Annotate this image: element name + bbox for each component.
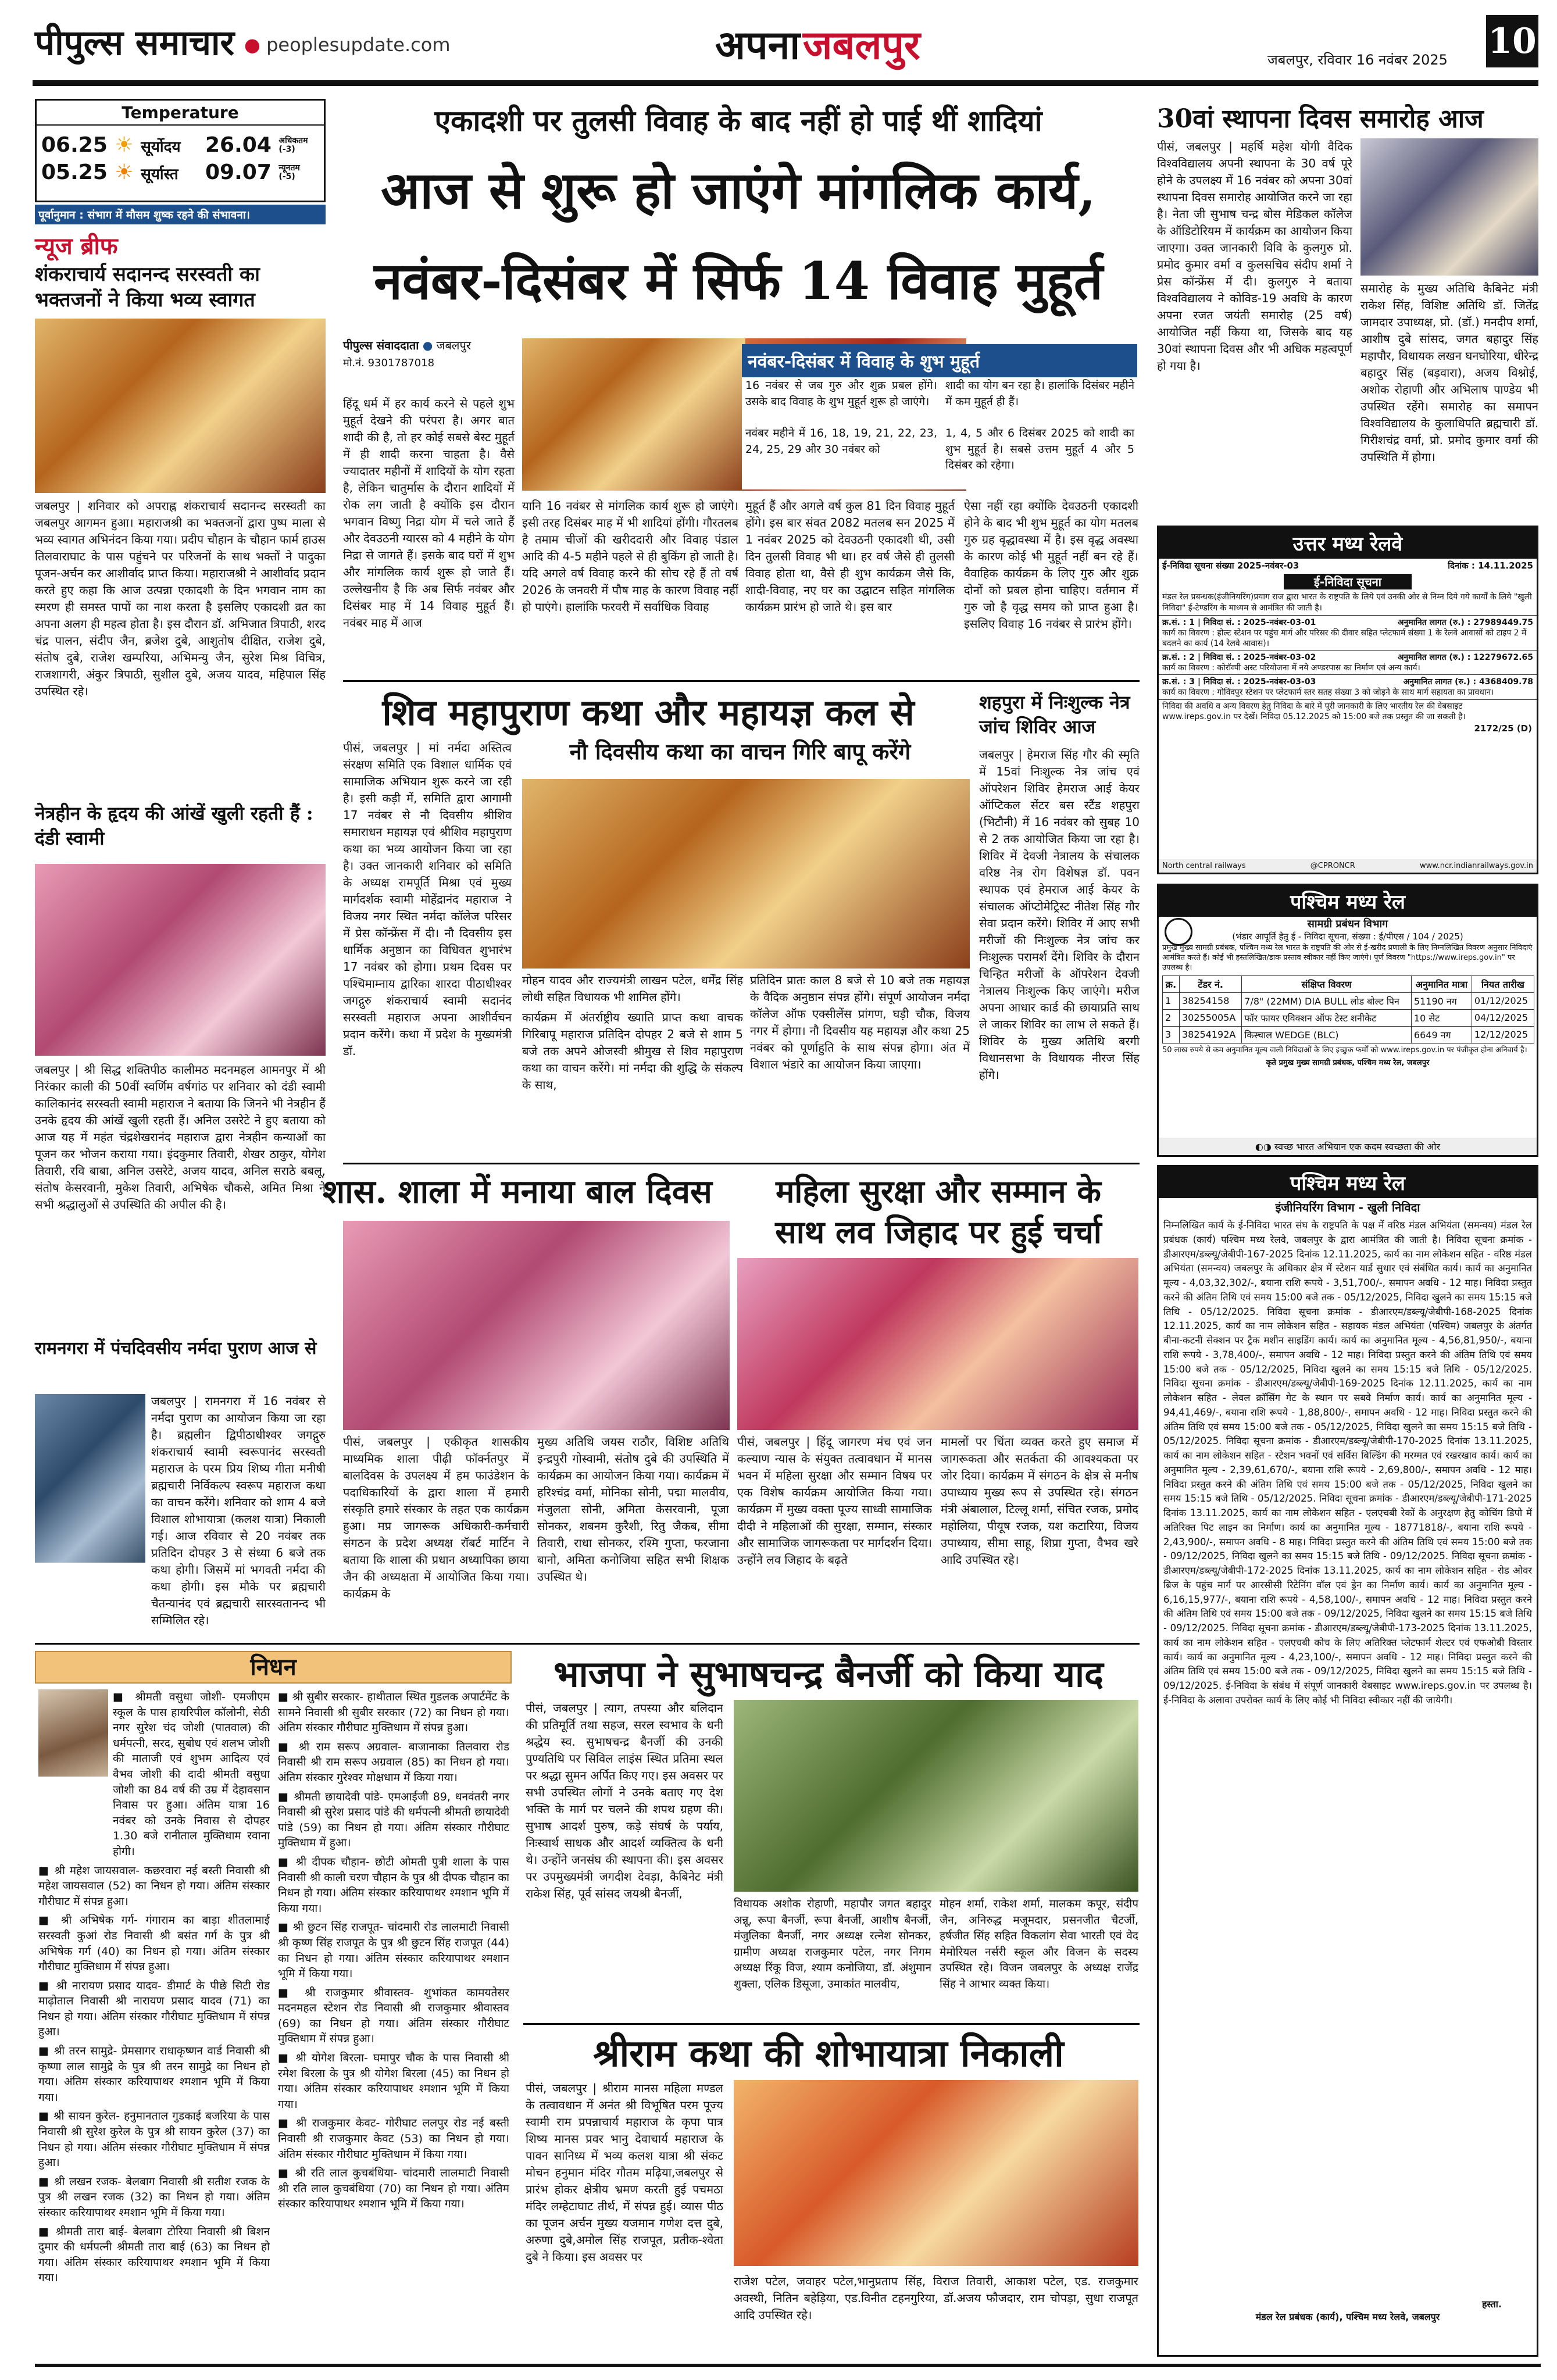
- table-row: [1163, 992, 1534, 1009]
- obituary-item: ■ श्री सायन कुरेल- हनुमानताल गुडकाई बजरिया के पास निवासी श्री सुरेश कुरेल के पुत्र श्री सायन कुरेल (37) का निधन हो गया। अंतिम संस्कार गौरीघाट मुक्तिधाम में संपन्न हुआ।: [38, 2110, 270, 2170]
- bjp-headline: भाजपा ने सुभाषचन्द्र बैनर्जी को किया याद: [553, 1653, 1104, 1695]
- byline-reporter: पीपुल्स संवाददाता: [343, 338, 419, 352]
- ncr-r1: [1159, 615, 1537, 650]
- foundation-photo: [1360, 138, 1538, 276]
- globe-icon: ●: [244, 34, 260, 56]
- childday-body-b: मुख्य अतिथि जयस राठौर, विशिष्ट अतिथि इन्द्रपुरी गोस्वामी, संतोष दुबे की उपस्थिति में कार्यक्रम का आयोजन किया गया। कार्यक्रम में हरिश्चंद्र वर्मा, मोनिका सोनी, पद्मा मालवीय, मंजुलता सोनी, अमिता केसरवानी, पूजा सोनकर, शबनम कुरैशी, रितु जैकब, सीमा तिवारी, राधा सोनकर, रश्मि गुप्ता, फरजाना बानो, अमिता कनोजिया सहित सभी शिक्षक उपस्थित थे।: [537, 1435, 729, 1584]
- sunset-row: [41, 160, 198, 184]
- footer-strip: [35, 2364, 1541, 2367]
- ad-wcr-1: [1157, 884, 1538, 1157]
- brief-1-body: जबलपुर | शनिवार को अपराह्न शंकराचार्य सदानन्द सरस्वती का जबलपुर आगमन हुआ। महाराजश्री का भक्तजनों द्वारा पुष्प माला से भव्य स्वागत अभिनंदन किया गया। प्रदीप चौहान के चौहान फार्म हाउस तिलवाराघाट के पास पहुंचने पर परिजनों के साथ भक्तों ने पादुका पूजन-अर्चन कर आशीर्वाद प्राप्त किया। महाराजश्री ने आशीर्वाद प्रदान करते हुए कहा कि आज उत्पन्ना एकादशी के दिन भगवान नाम का स्मरण ही समस्त पापों का नाश करता है इसलिए एकादशी व्रत का अपना अलग ही महत्व होता है। इस दौरान डॉ. अभिजात त्रिपाठी, शरद चंद्र पालन, संदीप जैन, ब्रजेश दुबे, आशुतोष दीक्षित, राजेश दुबे, संतोष दुबे, राजेश खम्परिया, अभिमन्यु जैन, सुरेश मिश्र विचित्र, राजशागरी, अंकुर त्रिपाठी, सुशील दुबे, अजय यादव, महिपाल सिंह उपस्थित रहे।: [35, 499, 326, 698]
- website-link[interactable]: ● peoplesupdate.com: [244, 34, 451, 56]
- ncr-r3-desc: कार्य का विवरण : गोविंदपुर स्टेशन पर प्लेटफार्म स्तर सतह संख्या 3 को जोड़ने के साथ मार्ग सहायता का प्रावधान।: [1162, 688, 1494, 698]
- shiv-body-a: पीसं, जबलपुर | मां नर्मदा अस्तित्व संरक्षण समिति एक विशाल धार्मिक एवं सामाजिक अभियान शुरू करने जा रही है। इसी कड़ी में, समिति द्वारा आगामी 17 नवंबर से नौ दिवसीय श्रीशिव समाराधन महायज्ञ एवं श्रीशिव महापुराण कथा का भव्य आयोजन किया जा रहा है। उक्त जानकारी शनिवार को समिति के अध्यक्ष रामपूर्ति मिश्रा एवं मुख्य मार्गदर्शक स्वामी मोहेंद्रानंद महाराज ने विजय नगर स्थित नर्मदा कॉलेज परिसर में प्रेस कॉन्फ्रेंस में दी। नौ दिवसीय इस धार्मिक अनुष्ठान का विधिवत शुभारंभ 17 नवंबर को होगा। प्रथम दिवस पर पश्चिमाम्नाय द्वारिका शारदा पीठाधीश्वर जगद्गुरु शंकराचार्य स्वामी सदानंद सरस्वती महाराज अपना आशीर्वचन प्रदान करेंगे। कथा में प्रदेश के मुख्यमंत्री डॉ.: [343, 741, 512, 1058]
- table-cell: 7/8" (22MM) DIA BULL लोड बोल्ट पिन: [1242, 992, 1412, 1009]
- wcr1-table: [1162, 975, 1534, 1044]
- brief-2-body: जबलपुर | श्री सिद्ध शक्तिपीठ कालीमठ मदनमहल आमनपुर में श्री निरंकार काली की 50वीं स्वर्णिम वर्षगांठ पर शनिवार को दंडी स्वामी कालिकानंद सरस्वती स्वामी महाराज ने बताया कि जिनने भी नेत्रहीन हैं उनके हृदय की आंखें खुली रहती हैं। अनिल उसरेटे ने हुए बताया को आज यह में महंत चंद्रशेखरानंद महाराज द्वारा नेत्रहीन कन्याओं का पूजन कर भोजन कराया गया। इंदकुमार तिवारी, शेखर ठाकुर, योगेश तिवारी, रवि बाबा, अनिल उसरेटे, अजय यादव, अनिल सराठे बबलू, संतोष केसरवानी, मुकेश तिवारी, अभिषेक चौकसे, अमित मिश्रा ने सभी श्रद्धालुओं से उपस्थिति की अपील की है।: [35, 1063, 326, 1212]
- women-body-b: मामलों पर चिंता व्यक्त करते हुए समाज में जागरूकता और सतर्कता की आवश्यकता पर जोर दिया। कार्यक्रम में संगठन के क्षेत्र से मनीष उपाध्याय मुख्य रूप से उपस्थित रहे। संगठन मंत्री अंबालाल, टिल्लू शर्मा, संचित रजक, प्रमोद महोलिया, पीयूष रजक, यश कटारिया, विजय उपाध्याय, सीमा साहू, शिप्रा गुप्ता, वैभव खरे आदि उपस्थित रहे।: [941, 1435, 1138, 1567]
- table-cell: 10 सेट: [1411, 1009, 1472, 1026]
- min-diff: (-5): [278, 172, 295, 181]
- news-brief-label: न्यूज ब्रीफ: [35, 233, 118, 260]
- lead-headline-2: नवंबर-दिसंबर में सिर्फ 14 विवाह मुहूर्त: [374, 251, 1103, 311]
- ncr-r3: [1159, 674, 1537, 699]
- table-cell: 38254158: [1179, 992, 1241, 1009]
- shiv-body-b: कार्यक्रम में अंतर्राष्ट्रीय ख्याति प्राप्त कथा वाचक गिरिबापू महाराज प्रतिदिन दोपहर 2 बजे से शाम 5 बजे तक अपने ओजस्वी श्रीमुख से शिव महापुराण कथा का वाचन करेंगे। मां नर्मदा की शुद्धि के संकल्प के साथ,: [522, 1010, 743, 1092]
- obituary-item: ■ श्री राजकुमार केवट- गोरीघाट ललपुर रोड नई बस्ती निवासी श्री राजकुमार केवट (53) का निधन हो गया। अंतिम संस्कार गौरीघाट मुक्तिधाम में किया गया।: [278, 2117, 509, 2161]
- brief-1-headline: शंकराचार्य सदानन्द सरस्वती का भक्तजनों ने किया भव्य स्वागत: [35, 263, 260, 312]
- ncr-r1-cost: अनुमानित लागत (रु.) : 27989449.75: [1397, 617, 1533, 627]
- issue-date: जबलपुर, रविवार 16 नवंबर 2025: [1267, 52, 1448, 68]
- table-cell: 6649 नग: [1411, 1026, 1472, 1043]
- ncr-r3-cost: अनुमानित लागत (रु.) : 4368409.78: [1403, 677, 1533, 687]
- table-cell: 51190 नग: [1411, 992, 1472, 1009]
- table-row: [1163, 1009, 1534, 1026]
- obituary-item: ■ श्री नारायण प्रसाद यादव- डीमार्ट के पीछे सिटी रोड माढ़ोताल निवासी श्री नारायण प्रसाद यादव (71) का निधन हो गया। अंतिम संस्कार गौरीघाट मुक्तिधाम में संपन्न हुआ।: [38, 1979, 270, 2039]
- sunrise-time: 06.25: [41, 133, 108, 157]
- muhurat-title: नवंबर-दिसंबर में विवाह के शुभ मुहूर्त: [742, 344, 1137, 377]
- wcr2-signature: मंडल रेल प्रबंधक (कार्य), पश्चिम मध्य रेलवे, जबलपुर: [1255, 2311, 1440, 2322]
- lead-col-2: यानि 16 नवंबर से मांगलिक कार्य शुरू हो जाएंगे। इसी तरह दिसंबर माह में भी शादियां होंगी। गौरतलब है तमाम चीजों की खरीददारी और विवाह पंडाल आदि की 4-5 महीने पहले से ही बुकिंग हो जाती है। यदि अगले वर्ष विवाह करने की सोच रहे हैं तो वर्ष 2026 के जनवरी में पौष माह के कारण विवाह नहीं हो पाएंगे। हालांकि फरवरी में सर्वाधिक विवाह: [522, 499, 738, 614]
- muhurat-p2: नवंबर महीने में 16, 18, 19, 21, 22, 23, 24, 25, 29 और 30 नवंबर को: [745, 427, 937, 456]
- obituary-item: ■ श्री सुबीर सरकार- हाथीताल स्थित गुडलक अपार्टमेंट के सामने निवासी श्री सुबीर सरकार (72) का निधन हो गया। अंतिम संस्कार गौरीघाट मुक्तिधाम में संपन्न हुआ।: [278, 1691, 509, 1735]
- childday-body-a: पीसं, जबलपुर | एकीकृत शासकीय माध्यमिक शाला पीढ़ी फॉर्क्नतपुर में बालदिवस के उपलक्ष्य में हम फाउंडेशन के पदाधिकारियों के द्वारा शाला में हमारी संस्कृति हमारे संस्कार के तहत एक कार्यक्रम हुआ। मप्र जागरूक अधिकारी-कर्मचारी संगठन के प्रदेश अध्यक्ष रॉबर्ट मार्टिन ने बताया कि शाला की प्रधान अध्यापिका छाया जैन की अध्यक्षता में आयोजित किया गया। कार्यक्रम के: [343, 1435, 529, 1600]
- obituary-item: ■ श्री तरन सामुद्रे- प्रेमसागर राधाकृष्णन वार्ड निवासी श्री कृष्णा लाल सामुद्रे के पुत्र श्री तरन सामुद्रे का निधन हो गया। अंतिम संस्कार करियापाथर श्मशान भूमि में किया गया।: [38, 2045, 270, 2104]
- foundation-headline: 30वां स्थापना दिवस समारोह आज: [1157, 104, 1484, 134]
- women-photo: [737, 1258, 1138, 1430]
- ncr-r3-head: [1162, 676, 1533, 687]
- obituary-item: ■ श्री महेश जायसवाल- कछरवारा नई बस्ती निवासी श्री महेश जायसवाल (52) का निधन हो गया। अंतिम संस्कार गौरीघाट में संपन्न हुआ।: [38, 1864, 270, 1908]
- shiv-headline: शिव महापुराण कथा और महायज्ञ कल से: [382, 691, 915, 734]
- nidhan-label: निधन: [250, 1653, 297, 1681]
- obituary-item: ■ श्री राम सरूप अग्रवाल- बाजानाका तिलवारा रोड निवासी श्री राम सरूप अग्रवाल (85) का निधन हो गया। अंतिम संस्कार गुरेश्वर मोक्षधाम में किया गया।: [278, 1740, 509, 1784]
- childday-headline: शास. शाला में मनाया बाल दिवस: [323, 1173, 712, 1211]
- wcr1-dept: सामग्री प्रबंधन विभाग: [1307, 918, 1388, 930]
- muhurat-p3: शादी का योग बन रहा है। हालांकि दिसंबर महीने में कम मुहूर्त ही हैं।: [945, 379, 1134, 408]
- wcr2-body: निम्नलिखित कार्य के ई-निविदा भारत संघ के राष्ट्रपति के पक्ष में वरिष्ठ मंडल अभियंता (समन्वय) मंडल रेल प्रबंधक (कार्य) पश्चिम मध्य रेलवे, जबलपुर के द्वारा आमंत्रित की जाती है। निविदा सूचना क्रमांक - डीआरएम/डब्ल्यू/जेबीपी-167-2025 दिनांक 12.11.2025, कार्य का नाम लोकेशन सहित - वरिष्ठ मंडल अभियंता (समन्वय) जबलपुर के अधिकार क्षेत्र में स्टेशन यार्ड सुधार एवं संबंधित कार्य। कार्य का अनुमानित मूल्य - 4,03,32,302/-, बयाना राशि रूपये - 3,51,700/-, समापन अवधि - 12 माह। निविदा प्रस्तुत करने की अंतिम तिथि एवं समय 15:00 बजे तक - 05/12/2025, निविदा खुलने का समय 15:15 बजे तिथि - 05/12/2025. निविदा सूचना क्रमांक - डीआरएम/डब्ल्यू/जेबीपी-168-2025 दिनांक 12.11.2025, कार्य का नाम लोकेशन सहित - सहायक मंडल अभियंता (पश्चिम) जबलपुर के अंतर्गत बीना-कटनी सेक्शन पर ट्रैक मशीन साइडिंग कार्य। कार्य का अनुमानित मूल्य - 4,56,81,950/-, बयाना राशि रूपये - 3,78,400/-, समापन अवधि - 12 माह। निविदा प्रस्तुत करने की अंतिम तिथि एवं समय 15:00 बजे तक - 05/12/2025, निविदा खुलने का समय 15:15 बजे तिथि - 05/12/2025. निविदा सूचना क्रमांक - डीआरएम/डब्ल्यू/जेबीपी-169-2025 दिनांक 12.11.2025, कार्य का नाम लोकेशन सहित - लेवल क्रॉसिंग गेट के स्थान पर सबवे निर्माण कार्य। कार्य का अनुमानित मूल्य - 94,41,469/-, बयाना राशि रूपये - 1,88,800/-, समापन अवधि - 12 माह। निविदा प्रस्तुत करने की अंतिम तिथि एवं समय 15:00 बजे तक - 05/12/2025, निविदा खुलने का समय 15:15 बजे तिथि - 05/12/2025. निविदा सूचना क्रमांक - डीआरएम/डब्ल्यू/जेबीपी-170-2025 दिनांक 13.11.2025, कार्य का नाम लोकेशन सहित - स्टेशन भवनों एवं सर्विस बिल्डिंग की मरम्मत एवं रखरखाव कार्य। कार्य का अनुमानित मूल्य - 2,39,61,670/-, बयाना राशि रूपये - 2,69,800/-, समापन अवधि - 12 माह। निविदा प्रस्तुत करने की अंतिम तिथि एवं समय 15:00 बजे तक - 05/12/2025, निविदा खुलने का समय 15:15 बजे तिथि - 05/12/2025. निविदा सूचना क्रमांक - डीआरएम/डब्ल्यू/जेबीपी-171-2025 दिनांक 13.11.2025, कार्य का नाम लोकेशन सहित - एलएचबी रेकों के अनुरक्षण हेतु कोचिंग डिपो में अतिरिक्त पिट लाइन का निर्माण। कार्य का अनुमानित मूल्य - 18771818/-, बयाना राशि रूपये - 2,43,900/-, समापन अवधि - 8 माह। निविदा प्रस्तुत करने की अंतिम तिथि एवं समय 15:00 बजे तक - 09/12/2025, निविदा खुलने का समय 15:15 बजे तिथि - 09/12/2025. निविदा सूचना क्रमांक - डीआरएम/डब्ल्यू/जेबीपी-172-2025 दिनांक 13.11.2025, कार्य का नाम लोकेशन सहित - रोड ओवर ब्रिज के पहुंच मार्ग पर आरसीसी रिटेनिंग वॉल एवं ड्रेन का निर्माण कार्य। कार्य का अनुमानित मूल्य - 6,16,15,977/-, बयाना राशि रूपये - 4,58,100/-, समापन अवधि - 12 माह। निविदा प्रस्तुत करने की अंतिम तिथि एवं समय 15:00 बजे तक - 09/12/2025, निविदा खुलने का समय 15:15 बजे तिथि - 09/12/2025. निविदा सूचना क्रमांक - डीआरएम/डब्ल्यू/जेबीपी-173-2025 दिनांक 13.11.2025, कार्य का नाम लोकेशन सहित - एलएचबी कोच के लिए अतिरिक्त प्लेटफार्म शेल्टर एवं एफओबी विस्तार कार्य। कार्य का अनुमानित मूल्य - 4,23,100/-, समापन अवधि - 12 माह। निविदा प्रस्तुत करने की अंतिम तिथि एवं समय 15:00 बजे तक - 09/12/2025, निविदा खुलने का समय 15:15 बजे तिथि - 09/12/2025. ई-निविदा के संबंध में संपूर्ण जानकारी वेबसाइट www.ireps.gov.in पर उपलब्ध है। ई-निविदा के अलावा उपरोक्त कार्य के लिए कोई भी निविदा स्वीकार नहीं की जायेगी।: [1163, 1220, 1532, 1706]
- sunset-label: सूर्यास्त: [141, 166, 178, 183]
- ncr-notice-line: [1159, 559, 1537, 573]
- wcr1-col-header: क्र.: [1163, 975, 1180, 992]
- max-temp-row: [205, 133, 322, 157]
- min-temp: 09.07: [205, 160, 272, 184]
- table-cell: 38254192A: [1179, 1026, 1241, 1043]
- lead-mobile: मो.नं. 9301787018: [343, 357, 435, 369]
- wcr1-logo-icon: [1165, 918, 1192, 946]
- obituary-item: ■ श्री छुटन सिंह राजपूत- चांदमारी रोड लालमाटी निवासी श्री कृष्ण सिंह राजपूत के पुत्र श्री छुटन सिंह राजपूत (44) का निधन हो गया। अंतिम संस्कार करियापाथर श्मशान भूमि में किया गया।: [278, 1921, 509, 1981]
- wcr1-col-header: नियत तारीख: [1472, 975, 1534, 992]
- shriram-photo: [734, 2080, 1138, 2266]
- wcr2-title: पश्चिम मध्य रेल: [1159, 1167, 1537, 1198]
- foundation-body-a: पीसं, जबलपुर | महर्षि महेश योगी वैदिक विश्वविद्यालय अपनी स्थापना के 30 वर्ष पूरे होने के उपलक्ष्य में 16 नवंबर को अपना 30वां स्थापना दिवस समारोह आयोजित करने जा रहा है। नेता जी सुभाष चन्द्र बोस मेडिकल कॉलेज के ऑडिटोरियम में कार्यक्रम का आयोजन किया जाएगा। उक्त जानकारी विवि के कुलगुरु प्रो. प्रमोद कुमार वर्मा व कुलसचिव संदीप शर्मा ने प्रेस कॉन्फ्रेंस में दी। कुलगुरु ने बताया विश्वविद्यालय ने कोविड-19 अवधि के कारण अपना रजत जयंती समारोह (25 वर्ष) आयोजित नहीं किया था, जिसके बाद यह 30वां स्थापना दिवस और भी अधिक महत्वपूर्ण हो गया है।: [1157, 140, 1352, 373]
- brief-2-headline: नेत्रहीन के हृदय की आंखें खुली रहती हैं : दंडी स्वामी: [35, 802, 313, 850]
- obituary-item: ■ श्रीमती छायादेवी पांडे- एमआईजी 89, धनवंतरी नगर निवासी श्री सुरेश प्रसाद पांडे की धर्मपत्नी श्रीमती छायादेवी पांडे (59) का निधन हो गया। अंतिम संस्कार गौरीघाट मुक्तिधाम में हुआ।: [278, 1790, 509, 1850]
- section-title: [715, 16, 920, 70]
- muhurat-box: [742, 344, 1137, 489]
- ncr-r1-head: [1162, 617, 1533, 628]
- ncr-code: 2172/25 (D): [1474, 723, 1532, 734]
- wcr1-footer: 50 लाख रुपये से कम अनुमानित मूल्य वाली निविदाओं के लिए इच्छुक फर्मों को www.ireps.gov.in पर पंजीकृत होना अनिवार्य है।: [1162, 1045, 1527, 1055]
- obituary-item: ■ श्री योगेश बिरला- घमापुर चौक के पास निवासी श्री रमेश बिरला के पुत्र श्री योगेश बिरला (45) का निधन हो गया। अंतिम संस्कार करियापाथर श्मशान भूमि में किया गया।: [278, 2052, 509, 2111]
- wcr1-col-header: संक्षिप्त विवरण: [1242, 975, 1412, 992]
- brief-2-photo: [35, 864, 326, 1056]
- muhurat-p4: 1, 4, 5 और 6 दिसंबर 2025 को शादी का शुभ मुहूर्त है। सबसे उत्तम मुहूर्त 4 और 5 दिसंबर को रहेगा।: [945, 427, 1134, 472]
- ncr-intro: मंडल रेल प्रबन्धक(इंजीनियरिंग)प्रयाग राज द्वारा भारत के राष्ट्रपति के लिये एवं उनकी ओर से निम्न दिये गये कार्यों के लिये "खुली निविदा" ई-टेण्डरिंग के माध्यम से आमंत्रित की जाती है।: [1162, 592, 1532, 613]
- ncr-r2-desc: कार्य का विवरण : कोरॉव्पी अस्ट परियोजना में नये अण्डरपास का निर्माण एवं अन्य कार्य।: [1162, 663, 1420, 673]
- bjp-photo: [734, 1700, 1138, 1892]
- nidhan-header: [35, 1651, 512, 1684]
- wcr1-slogan: [1159, 1138, 1537, 1155]
- byline-city: जबलपुर: [436, 338, 472, 352]
- lead-col-1: हिंदू धर्म में हर कार्य करने से पहले शुभ मुहूर्त देखने की परंपरा है। अगर बात शादी की है, तो हर कोई सबसे बेस्ट मुहूर्त में ही शादी करना चाहता है। वैसे ज्यादातर महीनों में शादियों के योग रहता है, लेकिन चातुर्मास के दौरान शादियों में रोक लग जाती है क्योंकि इस दौरान भगवान विष्णु निद्रा योग में चले जाते हैं और देवउठनी ग्यारस को 4 महीने के योग निद्रा से जागते हैं। इसके बाद घरों में शुभ और मांगलिक कार्य शुरू हो जाते हैं। उल्लेखनीय है कि अब सिर्फ नवंबर और दिसंबर माह में 14 विवाह मुहूर्त हैं। नवंबर माह में आज: [343, 396, 515, 630]
- obituary-item: ■ श्री अभिषेक गर्ग- गंगाराम का बाड़ा शीतलामाई सरस्वती कुआं रोड निवासी श्री बसंत गर्ग के पुत्र श्री अभिषेक गर्ग (40) का निधन हो गया। अंतिम संस्कार गौरीघाट मुक्तिधाम में संपन्न हुआ।: [38, 1914, 270, 1974]
- table-cell: 30255005A: [1179, 1009, 1241, 1026]
- women-headline-2: साथ लव जिहाद पर हुई चर्चा: [775, 1213, 1102, 1250]
- sunrise-label: सूर्योदय: [141, 138, 181, 156]
- lead-col-3: मुहूर्त हैं और अगले वर्ष कुल 81 दिन विवाह मुहूर्त होंगे। इस बार संवत 2082 मतलब सन 2025 में 1 नवंबर 2025 को देवउठनी एकादशी थी, उसी दिन तुलसी विवाह भी था। हर वर्ष जैसे ही तुलसी विवाह होता था, वैसे ही शुभ कार्यक्रम जैसे कि, शादी-विवाह, नए घर का उद्घाटन सहित मांगलिक कार्यक्रम प्रारंभ हो जाते थे। इस बार: [745, 499, 955, 614]
- sunset-time: 05.25: [41, 160, 108, 184]
- ncr-subtitle: ई-निविदा सूचना: [1284, 574, 1412, 589]
- ad-wcr-2: [1157, 1165, 1538, 2357]
- table-row: [1163, 1026, 1534, 1043]
- table-cell: 2: [1163, 1009, 1180, 1026]
- table-cell: किस्चाल WEDGE (BLC): [1242, 1026, 1412, 1043]
- divider-lead: [343, 680, 1140, 682]
- wcr1-col-header: टेंडर नं.: [1179, 975, 1241, 992]
- table-cell: 3: [1163, 1026, 1180, 1043]
- divider-mid: [35, 1643, 1140, 1645]
- bjp-caption: विधायक अशोक रोहाणी, महापौर जगत बहादुर अन्नू, रूपा बैनर्जी, रूपा बैनर्जी, आशीष बैनर्जी, मंजुलिका बैनर्जी, नगर अध्यक्ष रत्नेश सोनकर, ग्रामीण अध्यक्ष राजकुमार पटेल, नगर निगम अध्यक्ष रिंकू विज, श्याम कनोजिया, डॉ. अंशुमान शुक्ला, एलिक डिसूजा, उमाकांत मालवीय,: [734, 1897, 931, 1991]
- ncr-footer: निविदा की अवधि व अन्य विवरण हेतु निविदा के बारे में पूरी जानकारी के लिए भारतीय रेल की वेबसाइट www.ireps.gov.in पर देखें। निविदा 05.12.2025 को 15:00 बजे तक प्रस्तुत की जा सकती है।: [1159, 699, 1537, 723]
- obituary-item: ■ श्रीमती वसुधा जोशी- एमजीएम स्कूल के पास हायरिपील कॉलोनी, सेठी नगर सुरेश चंद जोशी (पातवाल) की धर्मपत्नी, सरद, सुबोध एवं शलभ जोशी की माताजी एवं शुभम आदित्य एवं वैभव जोशी की दादी श्रीमती वसुधा जोशी का 84 वर्ष की उम्र में देहावसान निवास पर हुआ। अंतिम यात्रा 16 नवंबर को उनके निवास से दोपहर 1.30 बजे रानीताल मुक्तिधाम रवाना होगी।: [113, 1691, 270, 1858]
- shriram-headline: श्रीराम कथा की शोभायात्रा निकाली: [593, 2032, 1064, 2075]
- foundation-body-b: समारोह के मुख्य अतिथि कैबिनेट मंत्री राकेश सिंह, विशिष्ट अतिथि डॉ. जितेंद्र जामदार उपाध्यक्ष, प्रो. (डॉ.) मनदीप शर्मा, आशीष दुबे सांसद, जगत बहादुर सिंह महापौर, विधायक लखन घनघोरिया, धीरेन्द्र बहादुर सिंह (बड़वारा), अजय विश्नोई, अशोक रोहाणी और अभिलाष पाण्डेय भी उपस्थित रहेंगे। समारोह का समापन विश्वविद्यालय के कुलाधिपति ब्रह्मचारी डॉ. गिरीशचंद्र वर्मा, प्रो. प्रमोद कुमार वर्मा की उपस्थिति में होगा।: [1360, 281, 1538, 464]
- section-city: जबलपुर: [803, 22, 920, 69]
- wcr1-intro: प्रमुख मुख्य सामग्री प्रबंधक, पश्चिम मध्य रेल भारत के राष्ट्रपति की ओर से ई-खरीद प्रणाली के लिए निम्नलिखित विवरण अनुसार निविदाएं आमंत्रित करते हैं। कोई भी हस्तलिखित/डाक प्रस्ताव स्वीकार नहीं किए जाएंगे। पूर्ण विवरण "https://www.ireps.gov.in" पर उपलब्ध है।: [1162, 944, 1533, 972]
- masthead-bar: [33, 80, 1538, 86]
- table-cell: 04/12/2025: [1472, 1009, 1534, 1026]
- shiv-body-c: प्रतिदिन प्रातः काल 8 बजे से 10 बजे तक महायज्ञ के वैदिक अनुष्ठान संपन्न होंगे। संपूर्ण आयोजन नर्मदा कॉलेज ऑफ एक्सीलेंस प्रांगण, घड़ी चौक, विजय नगर में होगा। नौ दिवसीय यह महायज्ञ और कथा 25 नवंबर को पूर्णाहुति के साथ संपन्न होगा। अंत में विशाल भंडारे का आयोजन किया जाएगा।: [750, 973, 970, 1071]
- eye-body: जबलपुर | हेमराज सिंह गौर की स्मृति में 15वां निःशुल्क नेत्र जांच एवं ऑपरेशन शिविर हेमराज आई केयर ऑप्टिकल सेंटर बस स्टैंड शहपुरा (भिटौनी) में 16 नवंबर को सुबह 10 से 2 तक आयोजित किया जा रहा है। शिविर में देवजी नेत्रालय के संचालक वरिष्ठ नेत्र रोग विशेषज्ञ डॉ. पवन स्थापक एवं हेमराज आई केयर के संचालक ऑप्टोमेट्रिस्ट नीतेश सिंह गौर सेवा प्रदान करेंगे। शिविर में आए सभी मरीजों की निःशुल्क नेत्र जांच कर निःशुल्क परामर्श देंगे। शिविर के दौरान चिन्हित मरीजों के ऑपरेशन देवजी नेत्रालय निःशुल्क किए जाएंगे। मरीज अपना आधार कार्ड की छायाप्रति साथ ले जाकर शिविर का लाभ ले सकते हैं। शिविर के मुख्य अतिथि बरगी विधानसभा के विधायक नीरज सिंह होंगे।: [979, 748, 1140, 1082]
- ncr-r3-no: क्र.सं. : 3 | निविदा सं. : 2025-नवंबर-03-03: [1162, 677, 1316, 687]
- eye-headline: शहपुरा में निःशुल्क नेत्र जांच शिविर आज: [979, 691, 1130, 738]
- bjp-body-b: मोहन शर्मा, राकेश शर्मा, मालकम कपूर, संदीप जैन, अनिरुद्ध मजूमदार, प्रसनजीत चैटर्जी, हर्षजीत सिंह सहित विकलांग सेवा भारती एवं वेद मेमोरियल नर्सरी स्कूल और विजन के सदस्य उपस्थित रहे। विजन जबलपुर के अध्यक्ष राजेंद्र सिंह ने आभार व्यक्त किया।: [940, 1897, 1138, 1991]
- max-label: अधिकतम: [278, 135, 308, 145]
- bjp-body-a: पीसं, जबलपुर | त्याग, तपस्या और बलिदान की प्रतिमूर्ति तथा सहज, सरल स्वभाव के धनी श्रद्धेय स्व. सुभाषचन्द्र बैनर्जी की उनकी पुण्यतिथि पर सिविल लाइंस स्थित प्रतिमा स्थल पर श्रद्धा सुमन अर्पित किए गए। इस अवसर पर सभी उपस्थित लोगों ने उनके बताए गए देश भक्ति के मार्ग पर चलने की शपथ ग्रहण की। सुभाष आदर्श पुरुष, कड़े संघर्ष के पर्याय, निःस्वार्थ साधक और आदर्श व्यक्तित्व के धनी थे। उन्होंने जनसंघ की स्थापना की। इस अवसर पर उपमुख्यमंत्री जगदीश देवड़ा, कैबिनेट मंत्री राकेश सिंह, पूर्व सांसद जयश्री बैनर्जी,: [526, 1701, 723, 1900]
- wcr2-sign-label: हस्ता.: [1481, 2299, 1502, 2310]
- page-number: 10: [1486, 15, 1538, 67]
- ncr-social-web[interactable]: www.ncr.indianrailways.gov.in: [1419, 862, 1533, 870]
- obituary-item: ■ श्री राजकुमार श्रीवास्तव- शुभांकत कामयतेसर मदनमहल स्टेशन रोड निवासी श्री राजकुमार श्रीवास्तव (69) का निधन हो गया। अंतिम संस्कार गौरीघाट मुक्तिधाम में संपन्न हुआ।: [278, 1986, 509, 2046]
- obituary-item: ■ श्रीमती तारा बाई- बेलबाग टोरिया निवासी श्री बिशन दुमार की धर्मपत्नी श्रीमती तारा बाई (63) का निधन हो गया। अंतिम संस्कार करियापाथर श्मशान भूमि में किया गया।: [38, 2225, 270, 2285]
- shiv-subhead: नौ दिवसीय कथा का वाचन गिरि बापू करेंगे: [569, 738, 911, 764]
- obituary-item: ■ श्री दीपक चौहान- छोटी ओमती पुत्री शाला के पास निवासी श्री काली चरण चौहान के पुत्र श्री दीपक चौहान का निधन हो गया। अंतिम संस्कार करियापाथर श्मशान भूमि में किया गया।: [278, 1855, 509, 1915]
- muhurat-p1: 16 नवंबर से जब गुरु और शुक्र प्रबल होंगे। उसके बाद विवाह के शुभ मुहूर्त शुरू हो जाएंगे।: [745, 379, 937, 408]
- swachh-icon: ◐◑: [1255, 1141, 1272, 1152]
- ncr-r1-no: क्र.सं. : 1 | निविदा सं. : 2025-नवंबर-03-01: [1162, 617, 1316, 627]
- ncr-r2-no: क्र.सं. : 2 | निविदा सं. : 2025-नवंबर-03-02: [1162, 653, 1316, 663]
- shriram-caption: राजेश पटेल, जवाहर पटेल,भानुप्रताप सिंह, विराज तिवारी, आकाश पटेल, एड. राजकुमार अवस्थी, नितिन बहेड़िया, एड.विनीत टहनगुरिया, डॉ.अजय फौजदार, राम चोपड़ा, सुधा राजपूत आदि उपस्थित रहे।: [734, 2274, 1138, 2322]
- brand-logo: पीपुल्स समाचार: [35, 23, 235, 63]
- ncr-r1-desc: कार्य का विवरण : होल्ट स्टेशन पर पहुंच मार्ग और परिसर की दीवार सहित प्लेटफार्म संख्या 1 के रेलवे आवासों को टाइप 2 में बदलने का कार्य (14 रेलवे आवास)।: [1162, 628, 1527, 648]
- max-temp: 26.04: [205, 133, 272, 157]
- ncr-social-fb[interactable]: North central railways: [1162, 862, 1246, 870]
- brief-3-headline: रामनगरा में पंचदिवसीय नर्मदा पुराण आज से: [35, 1338, 317, 1359]
- min-temp-row: [205, 160, 322, 184]
- women-headline-1: महिला सुरक्षा और सम्मान के: [776, 1173, 1101, 1210]
- table-cell: 1: [1163, 992, 1180, 1009]
- ncr-social-x[interactable]: @CPRONCR: [1310, 862, 1355, 870]
- table-cell: फॉर फायर एविक्शन ऑफ टेस्ट शनीकेट: [1242, 1009, 1412, 1026]
- wcr2-dept: इंजीनियरिंग विभाग - खुली निविदा: [1275, 1200, 1420, 1214]
- temps: [205, 133, 322, 184]
- max-label-wrap: [278, 137, 308, 155]
- women-body-a: पीसं, जबलपुर | हिंदू जागरण मंच एवं जन कल्याण न्यास के संयुक्त तत्वावधान में मानस भवन में महिला सुरक्षा और सम्मान विषय पर एक विशेष कार्यक्रम आयोजित किया गया। कार्यक्रम में मुख्य वक्ता पूज्य साध्वी सामाजिक दीदी ने महिलाओं की सुरक्षा, सम्मान, संस्कार और सामाजिक जागरूकता पर मार्गदर्शन दिया। उन्होंने लव जिहाद के बढ़ते: [737, 1435, 932, 1567]
- wcr1-table-body: [1163, 992, 1534, 1043]
- ncr-social: [1159, 859, 1537, 873]
- shiv-photo: [522, 779, 970, 969]
- wcr1-signature: कृते प्रमुख मुख्य सामग्री प्रबंधक, पश्चिम मध्य रेल, जबलपुर: [1266, 1058, 1430, 1067]
- ncr-r2: [1159, 650, 1537, 674]
- masthead: [0, 0, 1557, 98]
- min-label-wrap: [278, 164, 299, 182]
- lead-headline-1: आज से शुरू हो जाएंगे मांगलिक कार्य,: [381, 160, 1096, 220]
- table-cell: 12/12/2025: [1472, 1026, 1534, 1043]
- obituary-item: ■ श्री लखन रजक- बेलबाग निवासी श्री सतीश रजक के पुत्र श्री लखन रजक (32) का निधन हो गया। अंतिम संस्कार करियापाथर श्मशान भूमि में किया गया।: [38, 2175, 270, 2219]
- min-label: न्यूनतम: [278, 163, 300, 173]
- childday-photo: [343, 1221, 730, 1430]
- lead-col-4: ऐसा नहीं रहा क्योंकि देवउठनी एकादशी होने के बाद भी शुभ मुहूर्त का योग मतलब गुरु ग्रह वृद्धावस्था में है। इस वृद्ध अवस्था के कारण कोई भी मुहूर्त नहीं बन रहे हैं। वैवाहिक कार्यक्रम के लिए गुरु और शुक्र दोनों को प्रबल होना चाहिए। वर्तमान में गुरु जो है वृद्ध समय को प्राप्त हुआ है। इसलिए विवाह 16 नवंबर से प्रारंभ होंगे।: [964, 499, 1138, 631]
- lead-kicker: एकादशी पर तुलसी विवाह के बाद नहीं हो पाई थीं शादियां: [434, 103, 1042, 138]
- sun-icon: ☀: [115, 133, 134, 157]
- sun-times: [41, 133, 198, 184]
- brief-3-body: जबलपुर | रामनगरा में 16 नवंबर से नर्मदा पुराण का आयोजन किया जा रहा है। ब्रह्मलीन द्विपीठाधीश्वर जगद्गुरु शंकराचार्य स्वामी स्वरूपानंद सरस्वती महाराज के परम प्रिय शिष्य गीता मनीषी ब्रह्मचारी निर्विकल्प स्वरूप महाराज कथा का वाचन करेंगे। शनिवार को शाम 4 बजे विशाल शोभायात्रा (कलश यात्रा) निकाली गई। आज रविवार से 20 नवंबर तक प्रतिदिन दोपहर 3 से संध्या 6 बजे तक कथा होगी। जिसमें मां भगवती नर्मदा की कथा होगी। इस मौके पर ब्रह्मचारी चैतन्यानंद एवं ब्रह्मचारी सारस्वतानन्द भी सम्मिलित रहे।: [151, 1394, 326, 1627]
- ad-ncr: [1157, 526, 1538, 874]
- ncr-notice-no: ई-निविदा सूचना संख्या 2025-नवंबर-03: [1162, 560, 1299, 571]
- nidhan-col-2: [278, 1689, 509, 2358]
- divider-shiv: [343, 1163, 1140, 1164]
- section-label: अपना: [715, 22, 800, 69]
- shriram-body: पीसं, जबलपुर | श्रीराम मानस महिला मण्डल के तत्वावधान में अनंत श्री विभूषित परम पूज्य स्वामी राम प्रपन्नाचार्य महाराज के कृपा पात्र शिष्य मानस प्रवर भानु देवाचार्य महाराज के पावन सानिध्य में भव्य कलश यात्रा श्री संकट मोचन हनुमान मंदिर गौतम मढ़िया,जबलपुर से प्रारंभ होकर क्षेत्रीय भ्रमण करती हुई पचमठा मंदिर लम्हेटाघाट तीर्थ, में संपन्न हुई। व्यास पीठ का पूजन अर्चन मुख्य यजमान गणेश दत्त दुबे, अरुणा दुबे,अमोल सिंह राजपूत, प्रतीक-श्वेता दुबे ने किया। इस अवसर पर: [526, 2081, 723, 2264]
- divider-bjp: [523, 2023, 1140, 2025]
- wcr1-table-head: [1163, 975, 1534, 992]
- shiv-photo-caption: मोहन यादव और राज्यमंत्री लाखन पटेल, धर्मेंद्र सिंह लोधी सहित विधायक भी शामिल होंगे।: [522, 973, 743, 1004]
- wcr1-slogan-text: स्वच्छ भारत अभियान एक कदम स्वच्छता की ओर: [1274, 1141, 1441, 1152]
- wcr1-col-header: अनुमानित मात्रा: [1411, 975, 1472, 992]
- sunset-icon: ☀: [115, 160, 134, 184]
- max-diff: (-3): [278, 145, 295, 154]
- ncr-r2-head: [1162, 652, 1533, 663]
- wcr1-notice: (भंडार आपूर्ति हेतु ई - निविदा सूचना, संख्या : ई/पीएस / 104 / 2025): [1232, 931, 1463, 942]
- weather-title: Temperature: [37, 101, 324, 126]
- table-cell: 01/12/2025: [1472, 992, 1534, 1009]
- nidhan-col-1: [38, 1689, 270, 2358]
- brief-1-photo: [35, 319, 326, 493]
- ncr-r2-cost: अनुमानित लागत (रु.) : 12279672.65: [1397, 653, 1533, 663]
- obituary-item: ■ श्री रति लाल कुचबंधिया- चांदमारी लालमाटी निवासी श्री रति लाल कुचबंधिया (70) का निधन हो गया। अंतिम संस्कार करियापाथर श्मशान भूमि में किया गया।: [278, 2167, 509, 2211]
- lead-photo-1: [522, 338, 746, 491]
- sunrise-row: [41, 133, 198, 157]
- weather-forecast: पूर्वानुमान : संभाग में मौसम शुष्क रहने की संभावना।: [35, 205, 326, 224]
- byline-dot: ●: [422, 338, 433, 352]
- weather-box: [35, 99, 326, 202]
- ncr-title: उत्तर मध्य रेलवे: [1159, 527, 1537, 559]
- wcr1-title: पश्चिम मध्य रेल: [1159, 885, 1537, 917]
- ncr-notice-date: दिनांक : 14.11.2025: [1448, 560, 1533, 571]
